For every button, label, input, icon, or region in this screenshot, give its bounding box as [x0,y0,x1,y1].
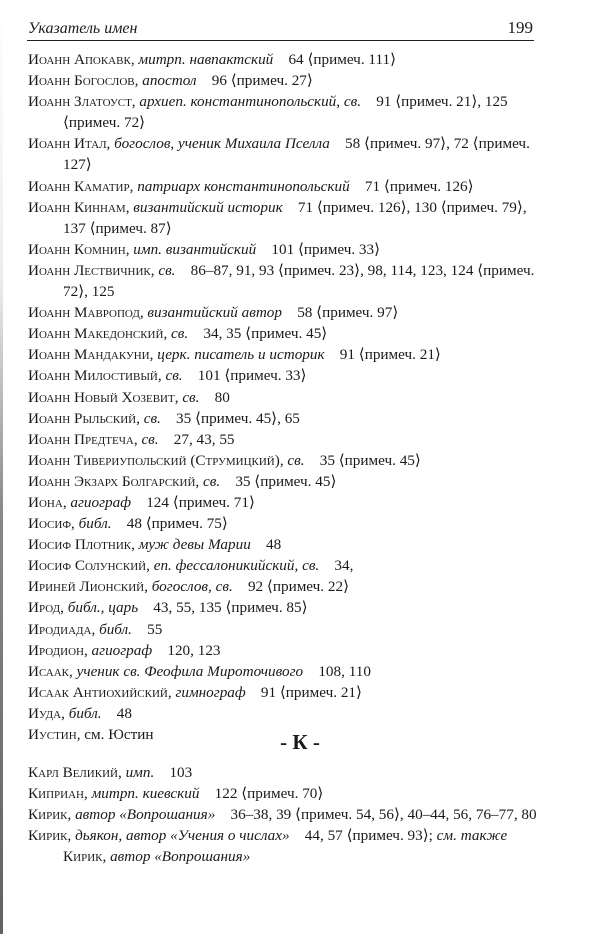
entry-page-refs: 35 ⟨примеч. 45⟩ [235,472,337,490]
entry-name: Иоанн Милостивый [28,367,158,385]
index-entry: Иоанн Мавропод, византийский автор 58 ⟨примеч. 97⟩ [28,304,399,322]
entry-page-refs: 86–87, 91, 93 ⟨примеч. 23⟩, 98, 114, 123, 124 ⟨примеч. 72⟩, 125 [63,261,535,301]
entry-page-refs: 44, 57 ⟨примеч. 93⟩; [304,827,433,845]
entry-description: византийский автор [147,304,282,322]
index-entry: Иосиф Солунский, еп. фессалоникийский, св. 34, [28,557,354,575]
entry-description: гимнограф [175,683,246,701]
running-header [27,14,534,41]
entry-page-refs: 92 ⟨примеч. 22⟩ [247,578,350,596]
index-entry: Исаак Антиохийский, гимнограф 91 ⟨примеч. 21⟩ [28,683,362,701]
entry-page-refs: 64 ⟨примеч. 111⟩ [288,51,396,68]
entry-description: митрп. навпактский [138,51,274,68]
entry-name: Иоанн Тивериупольский (Струмицкий) [28,451,280,469]
entry-name: Иоанн Мандакуни [28,346,150,364]
entry-page-refs: 80 [214,388,230,406]
entry-name: Иустин [28,726,77,743]
index-entry: Иоанн Милостивый, св. 101 ⟨примеч. 33⟩ [28,367,307,385]
entry-description: муж девы Марии [138,536,251,554]
entry-page-refs: 120, 123 [167,641,221,659]
entry-page-refs: 71 ⟨примеч. 126⟩ [364,177,474,195]
entry-description: церк. писатель и историк [157,346,325,364]
entry-page-refs: 103 [169,764,193,781]
entry-description: библ. [99,620,132,638]
section-heading-k: - К - [280,730,320,754]
entry-name: Иуда [28,704,62,722]
entry-description: св. [182,388,200,406]
entry-name: Иосиф Солунский [28,557,147,575]
entry-name: Иоанн Комнин [28,240,126,258]
entry-name: Иона [28,493,63,511]
entry-name: Иоанн Апокавк [28,51,131,68]
entry-description: имп. византийский [133,240,257,258]
index-entry: Иустин, см. Юстин [28,726,154,743]
index-entry: Киприан, митрп. киевский 122 ⟨примеч. 70⟩ [28,785,324,803]
index-entry: Иоанн Итал, богослов, ученик Михаила Пселла 58 ⟨примеч. 97⟩, 72 ⟨примеч. 127⟩ [28,135,530,174]
index-entry: Иоанн Предтеча, св. 27, 43, 55 [28,430,235,448]
entry-page-refs: 36–38, 39 ⟨примеч. 54, 56⟩, 40–44, 56, 76–77, 80 [230,806,537,824]
entry-name: Иосиф Плотник [28,536,132,554]
entry-name: Иоанн Богослов [28,72,135,90]
entry-name: Ирод [28,599,61,617]
entry-name: Киприан [28,785,84,803]
entry-name: Иоанн Златоуст [28,93,132,111]
index-entries-k [28,762,538,867]
entry-description: агиограф [91,641,153,659]
index-entry: Ириней Лионский, богослов, св. 92 ⟨примеч. 22⟩ [28,578,350,596]
entry-description: патриарх константинопольский [137,177,350,195]
entry-description: автор «Вопрошания» [75,806,216,824]
entry-page-refs: 43, 55, 135 ⟨примеч. 85⟩ [153,599,308,617]
entry-page-refs: 35 ⟨примеч. 45⟩, 65 [176,409,300,427]
index-entry: Иуда, библ. 48 [28,704,132,722]
entry-page-refs: 48 [266,536,282,554]
entry-see-reference: см. также [436,827,508,845]
entry-page-refs: 71 ⟨примеч. 126⟩, 130 ⟨примеч. 79⟩, 137 ⟨примеч. 87⟩ [63,198,527,237]
entry-description: св. [287,451,305,469]
entry-description: архиеп. константинопольский, св. [139,93,362,111]
entry-description: св. [158,261,176,279]
entry-description: св. [202,472,221,490]
index-entry: Иродиада, библ. 55 [28,620,163,638]
entry-see-name: Кирик [63,848,103,866]
entry-description: митрп. киевский [91,785,200,803]
entry-name: Иродион [28,641,84,659]
entry-description: византийский историк [133,198,283,216]
entry-description: св. [165,367,183,385]
entry-see-description: автор «Вопрошания» [110,848,251,866]
entry-name: Иоанн Македонский [28,325,164,343]
entry-name: Иоанн Экзарх Болгарский [28,472,196,490]
entry-description: дьякон, автор «Учения о числах» [75,827,290,845]
entry-page-refs: 35 ⟨примеч. 45⟩ [319,451,421,469]
index-entry: Иоанн Апокавк, митрп. навпактский 64 ⟨примеч. 111⟩ [28,51,396,68]
entry-name: Иоанн Предтеча [28,430,134,448]
entry-see-target: Юстин [108,726,154,743]
entry-name: Иоанн Киннам [28,198,126,216]
index-entry: Иоанн Златоуст, архиеп. константинопольский, св. 91 ⟨примеч. 21⟩, 125 ⟨примеч. 72⟩ [28,93,508,132]
entry-page-refs: 58 ⟨примеч. 97⟩ [297,304,399,322]
entry-page-refs: 108, 110 [318,662,371,680]
entry-page-refs: 27, 43, 55 [173,430,235,448]
entry-name: Кирик [28,806,68,824]
index-entry: Иоанн Новый Хозевит, св. 80 [28,388,230,406]
entry-name: Карл Великий [28,764,118,781]
entry-see-reference: см. [84,726,105,743]
index-entry: Кирик, дьякон, автор «Учения о числах» 44, 57 ⟨примеч. 93⟩; см. также Кирик, автор «Вопрошания» [28,827,508,866]
entry-name: Иродиада [28,620,92,638]
entry-page-refs: 122 ⟨примеч. 70⟩ [214,785,324,803]
entry-name: Иоанн Новый Хозевит [28,388,175,406]
entry-description: богослов, ученик Михаила Пселла [114,135,330,153]
index-entry: Кирик, автор «Вопрошания» 36–38, 39 ⟨примеч. 54, 56⟩, 40–44, 56, 76–77, 80 [28,806,537,824]
index-entry: Иоанн Богослов, апостол 96 ⟨примеч. 27⟩ [28,72,313,90]
entry-page-refs: 48 ⟨примеч. 75⟩ [126,515,228,533]
entry-name: Исаак [28,662,69,680]
entry-name: Иоанн Каматир [28,177,130,195]
entry-description: ученик св. Феофила Мироточивого [76,662,304,680]
index-entry: Иоанн Тивериупольский (Струмицкий), св. 35 ⟨примеч. 45⟩ [28,451,421,469]
index-entry: Иона, агиограф 124 ⟨примеч. 71⟩ [28,493,255,511]
entry-description: библ. [78,515,112,533]
entry-page-refs: 91 ⟨примеч. 21⟩ [339,346,441,364]
entry-name: Иоанн Итал [28,135,107,153]
entry-name: Исаак Антиохийский [28,683,168,701]
running-header-title: Указатель имен [28,20,138,37]
entry-description: апостол [142,72,197,90]
page-number: 199 [507,18,533,37]
index-entry: Иродион, агиограф 120, 123 [28,641,221,659]
entry-page-refs: 101 ⟨примеч. 33⟩ [271,240,381,258]
entry-page-refs: 96 ⟨примеч. 27⟩ [211,72,313,90]
entry-description: библ. [68,704,102,722]
entry-description: имп. [125,764,155,781]
page-edge-shadow [0,0,3,934]
entry-description: св. [143,409,161,427]
entry-name: Иосиф [28,515,72,533]
entry-page-refs: 91 ⟨примеч. 21⟩ [260,683,362,701]
index-entries-i [28,49,538,745]
entry-page-refs: 34, 35 ⟨примеч. 45⟩ [203,325,328,343]
entry-description: еп. фессалоникийский, св. [153,557,320,575]
entry-name: Иоанн Рыльский [28,409,137,427]
entry-page-refs: 34, [334,557,354,575]
index-entry: Иосиф, библ. 48 ⟨примеч. 75⟩ [28,515,228,533]
entry-page-refs: 91 ⟨примеч. 21⟩, 125 ⟨примеч. 72⟩ [63,93,508,132]
entry-page-refs: 48 [116,704,132,722]
entry-page-refs: 55 [147,620,163,638]
index-entry: Исаак, ученик св. Феофила Мироточивого 108, 110 [28,662,371,680]
index-entry: Ирод, библ., царь 43, 55, 135 ⟨примеч. 85⟩ [28,599,308,617]
index-entry: Иосиф Плотник, муж девы Марии 48 [28,536,282,554]
index-entry: Иоанн Комнин, имп. византийский 101 ⟨примеч. 33⟩ [28,240,381,258]
entry-description: св. [141,430,159,448]
entry-description: агиограф [70,493,132,511]
index-entry: Иоанн Рыльский, св. 35 ⟨примеч. 45⟩, 65 [28,409,300,427]
entry-description: богослов, св. [151,578,233,596]
index-entry: Иоанн Македонский, св. 34, 35 ⟨примеч. 45⟩ [28,325,328,343]
entry-name: Иоанн Лествичник [28,261,151,279]
index-entry: Иоанн Мандакуни, церк. писатель и историк 91 ⟨примеч. 21⟩ [28,346,441,364]
entry-description: св. [171,325,189,343]
entry-page-refs: 101 ⟨примеч. 33⟩ [197,367,307,385]
index-entry: Иоанн Экзарх Болгарский, св. 35 ⟨примеч. 45⟩ [28,472,337,490]
entry-name: Ириней Лионский [28,578,145,596]
entry-page-refs: 58 ⟨примеч. 97⟩, 72 ⟨примеч. 127⟩ [63,135,530,174]
index-entry: Карл Великий, имп. 103 [28,764,193,781]
entry-description: библ., царь [67,599,139,617]
entry-page-refs: 124 ⟨примеч. 71⟩ [146,493,255,511]
index-entry: Иоанн Киннам, византийский историк 71 ⟨примеч. 126⟩, 130 ⟨примеч. 79⟩, 137 ⟨примеч. 87⟩ [28,198,527,237]
index-entry: Иоанн Лествичник, св. 86–87, 91, 93 ⟨примеч. 23⟩, 98, 114, 123, 124 ⟨примеч. 72⟩, 125 [28,261,535,301]
entry-name: Кирик [28,827,68,845]
entry-name: Иоанн Мавропод [28,304,140,322]
index-entry: Иоанн Каматир, патриарх константинопольский 71 ⟨примеч. 126⟩ [28,177,474,195]
